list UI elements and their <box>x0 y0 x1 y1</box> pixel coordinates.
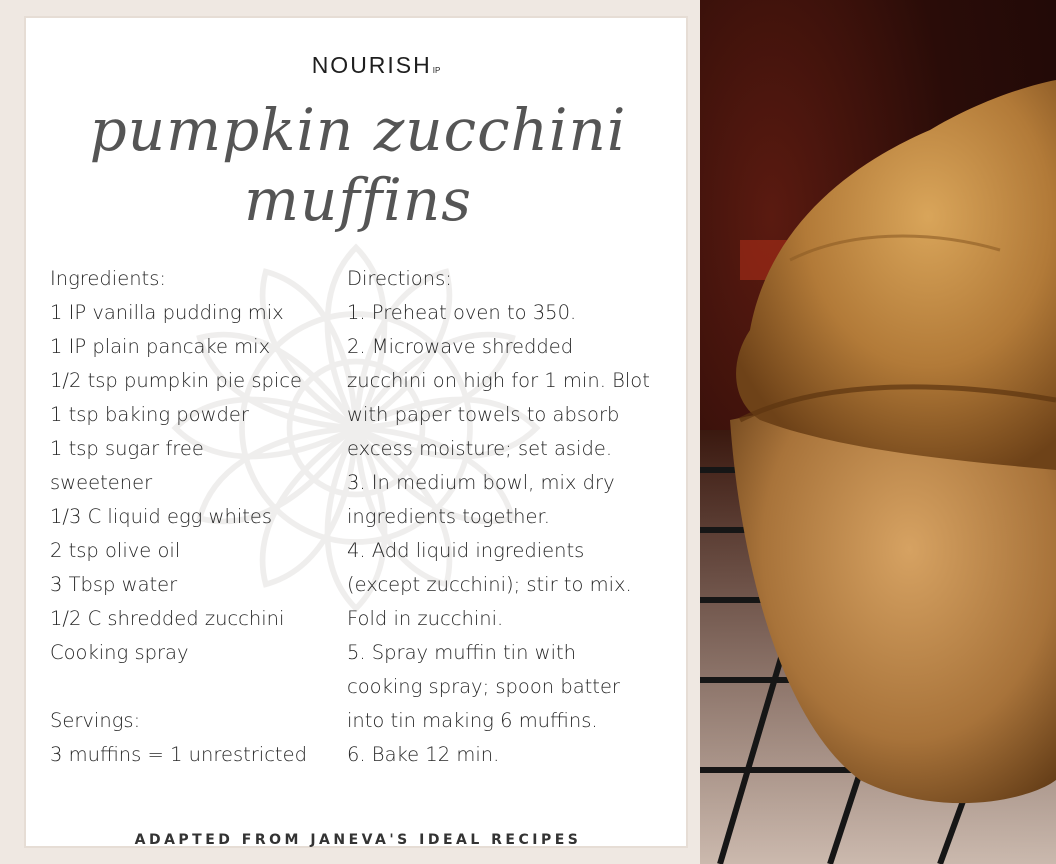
recipe-title-line-2: muffins <box>244 166 472 234</box>
ingredient-item: 2 tsp olive oil <box>50 539 181 562</box>
muffin-photo <box>700 0 1056 864</box>
brand-name: NOURISH <box>311 52 432 78</box>
direction-line: 2. Microwave shredded <box>347 335 574 358</box>
directions-column <box>347 262 687 772</box>
ingredient-item: 3 Tbsp water <box>50 573 178 596</box>
ingredient-item: 1/2 C shredded zucchini <box>50 607 285 630</box>
direction-line: (except zucchini); stir to mix. <box>347 573 632 596</box>
ingredient-item: 1/3 C liquid egg whites <box>50 505 273 528</box>
servings-text: 3 muffins = 1 unrestricted <box>50 743 307 766</box>
direction-line: into tin making 6 muffins. <box>347 709 598 732</box>
recipe-title-line-1: pumpkin zucchini <box>89 96 627 164</box>
ingredient-item: Cooking spray <box>50 641 189 664</box>
brand-logo <box>256 52 496 79</box>
ingredient-item: 1/2 tsp pumpkin pie spice <box>50 369 303 392</box>
directions-heading: Directions: <box>347 267 452 290</box>
direction-line: 5. Spray muffin tin with <box>347 641 577 664</box>
source-credit: ADAPTED FROM JANEVA'S IDEAL RECIPES <box>134 832 582 848</box>
ingredients-column <box>50 262 340 772</box>
direction-line: 4. Add liquid ingredients <box>347 539 585 562</box>
direction-line: with paper towels to absorb <box>347 403 620 426</box>
muffin-illustration <box>700 0 1056 864</box>
ingredient-item: sweetener <box>50 471 153 494</box>
direction-line: 6. Bake 12 min. <box>347 743 500 766</box>
ingredient-item: 1 IP plain pancake mix <box>50 335 271 358</box>
direction-line: 3. In medium bowl, mix dry <box>347 471 615 494</box>
direction-line: Fold in zucchini. <box>347 607 504 630</box>
direction-line: cooking spray; spoon batter <box>347 675 620 698</box>
direction-line: zucchini on high for 1 min. Blot <box>347 369 650 392</box>
servings-heading: Servings: <box>50 709 141 732</box>
direction-line: ingredients together. <box>347 505 550 528</box>
direction-line: excess moisture; set aside. <box>347 437 613 460</box>
brand-suffix: IP <box>432 66 441 75</box>
ingredient-item: 1 tsp baking powder <box>50 403 249 426</box>
section-spacer <box>50 670 340 704</box>
ingredients-heading: Ingredients: <box>50 267 166 290</box>
ingredient-item: 1 tsp sugar free <box>50 437 204 460</box>
direction-line: 1. Preheat oven to 350. <box>347 301 577 324</box>
ingredient-item: 1 IP vanilla pudding mix <box>50 301 284 324</box>
